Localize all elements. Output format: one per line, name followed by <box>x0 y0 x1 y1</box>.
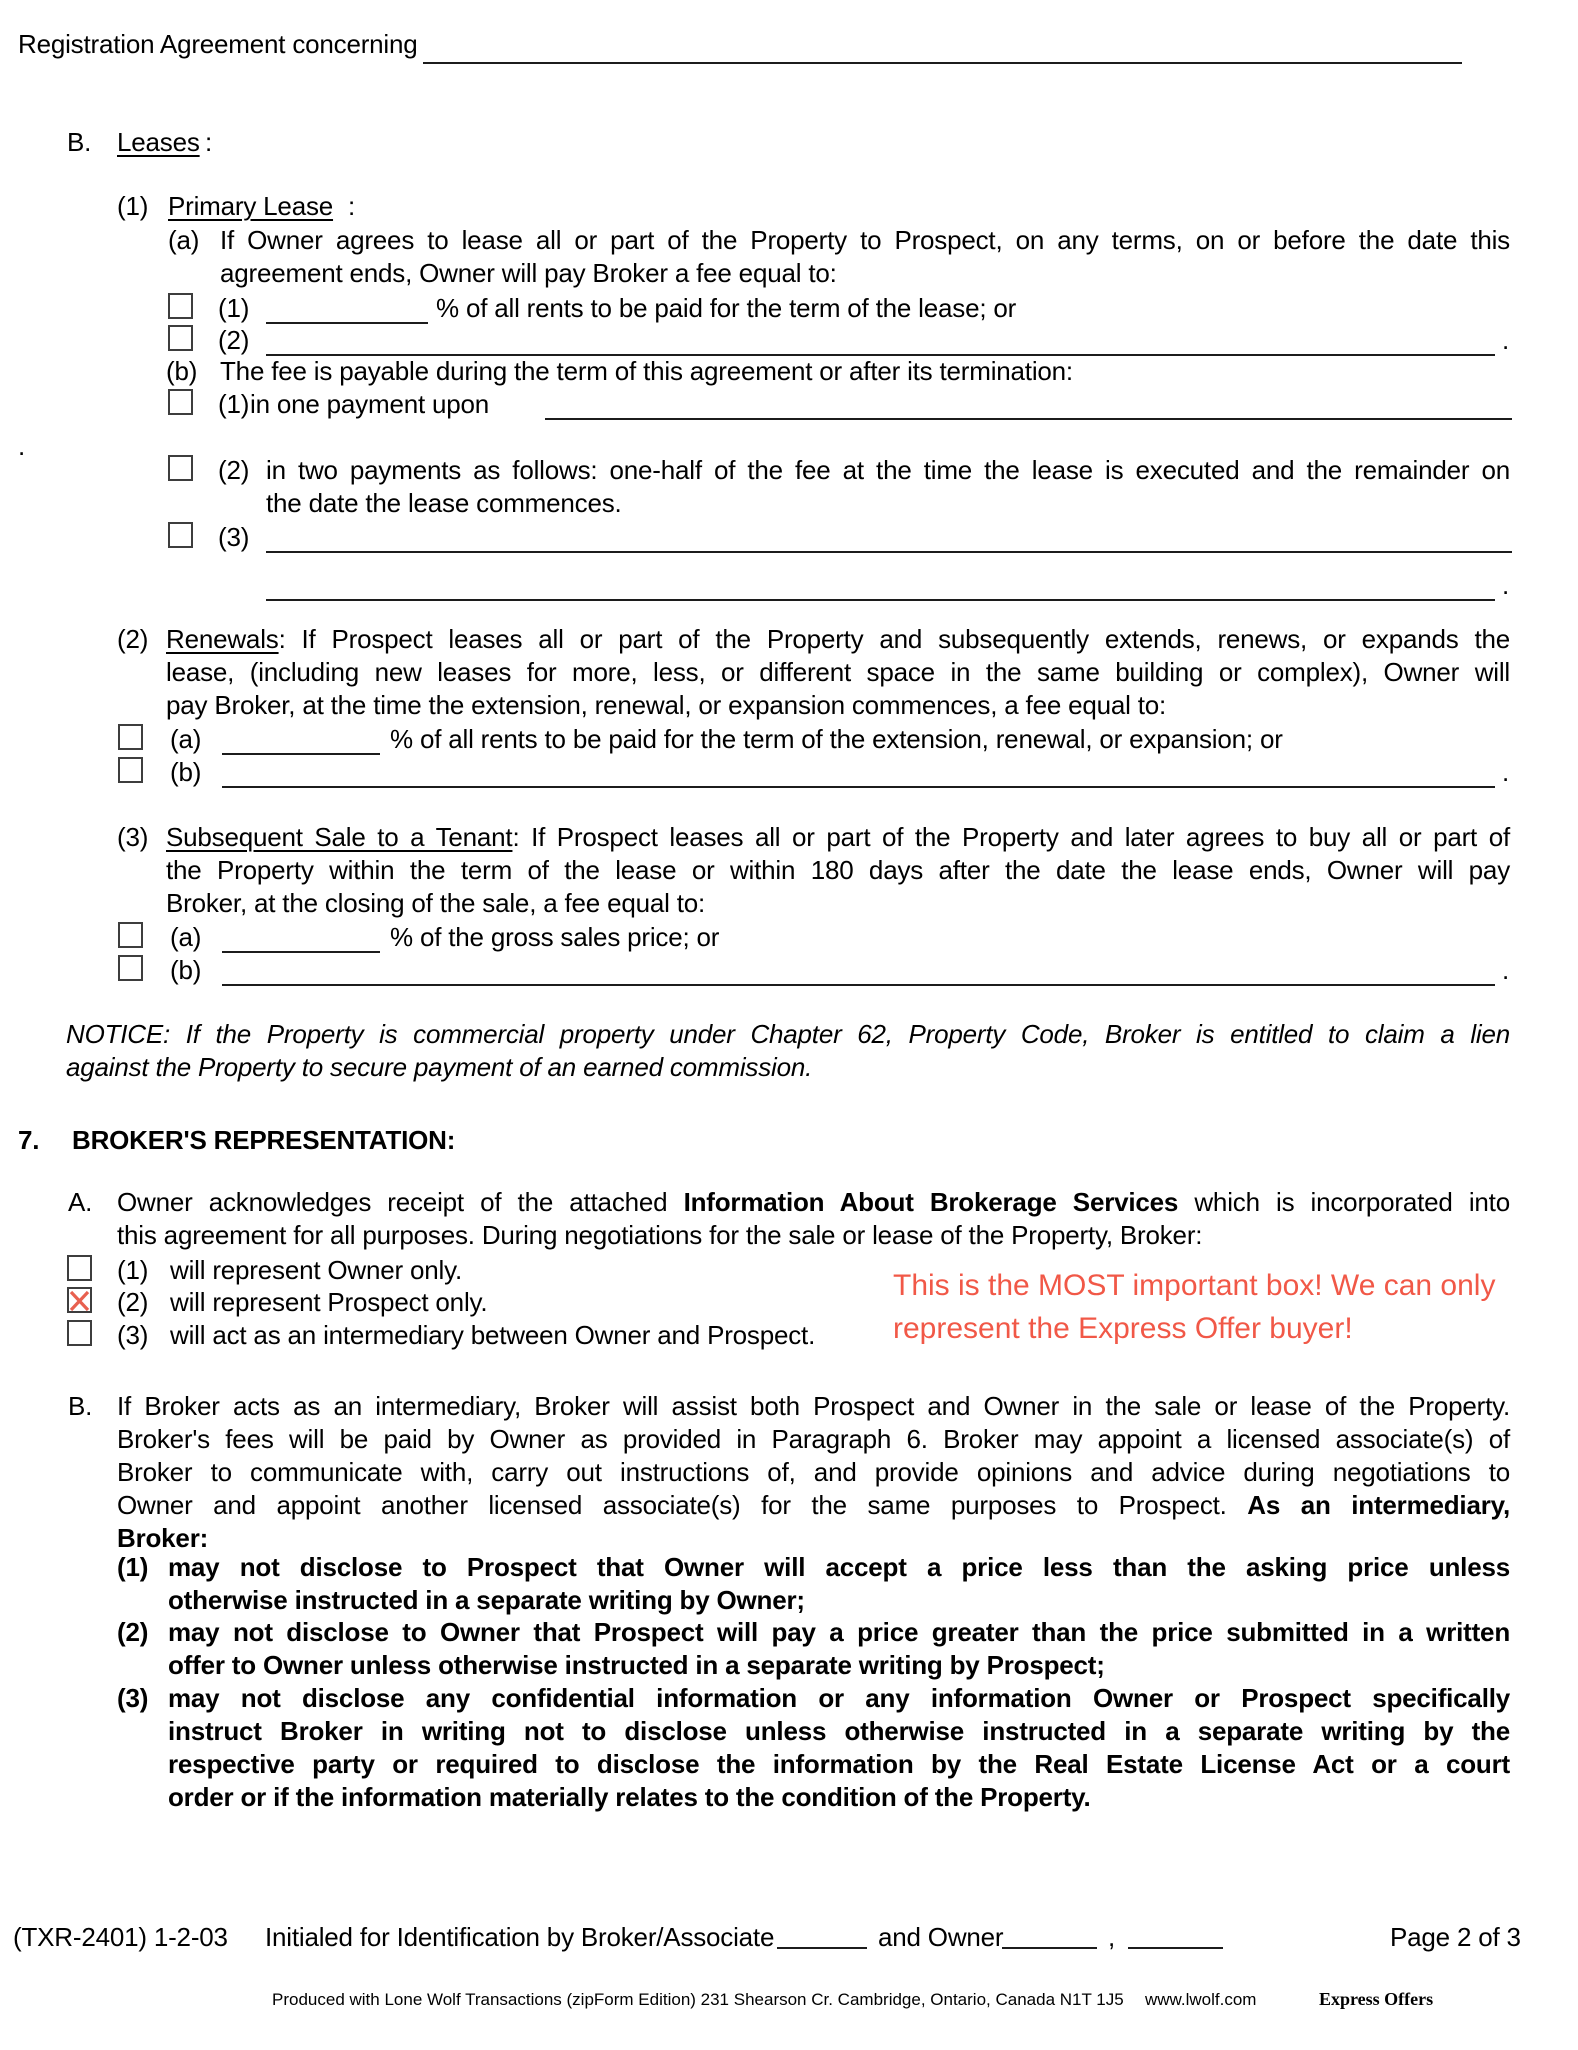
section7-a-line1-post: which is incorporated into <box>1194 1187 1510 1217</box>
renewals-opt-b-period: . <box>1502 757 1510 787</box>
annotation-note <box>893 1264 1495 1350</box>
footer-comma: , <box>1108 1922 1116 1952</box>
primary-a-line1: If Owner agrees to lease all or part of the Property to Prospect, on any terms, on or before the date this <box>220 225 1510 255</box>
primary-b-marker: (b) <box>166 356 198 386</box>
renewals-opt-a-text: % of all rents to be paid for the term of the extension, renewal, or expansion; or <box>390 724 1283 754</box>
primary-b-opt2-paragraph <box>266 454 1510 520</box>
leases-title: Leases <box>117 127 200 157</box>
section7-b-sub1-marker: (1) <box>117 1552 149 1582</box>
primary-a-opt2-period: . <box>1502 325 1510 355</box>
intermediary-marker: (3) <box>117 1320 149 1350</box>
represent-owner-text: will represent Owner only. <box>170 1255 462 1285</box>
subsale-marker: (3) <box>117 822 149 852</box>
primary-b-opt1-text: in one payment upon <box>250 389 490 419</box>
section7-a-line1-pre: Owner acknowledges receipt of the attached <box>117 1187 668 1217</box>
subsale-opt-a-marker: (a) <box>170 922 202 952</box>
section7-b-paragraph <box>117 1390 1510 1555</box>
primary-lease-title: Primary Lease <box>168 191 334 221</box>
represent-owner-marker: (1) <box>117 1255 149 1285</box>
primary-b-text: The fee is payable during the term of this agreement or after its termination: <box>220 356 1073 386</box>
checkbox-renewals-b[interactable] <box>118 757 143 783</box>
renewals-opt-b-marker: (b) <box>170 757 202 787</box>
section7-b-marker: B. <box>68 1391 93 1421</box>
annotation-line1: This is the MOST important box! We can only <box>893 1269 1496 1302</box>
checkbox-represent-prospect[interactable] <box>67 1287 92 1313</box>
renewals-a-percent-blank[interactable] <box>222 723 380 755</box>
primary-b-opt2-line2: the date the lease commences. <box>266 488 622 518</box>
primary-a-marker: (a) <box>168 225 200 255</box>
renewals-marker: (2) <box>117 624 149 654</box>
subsale-after-title: : If Prospect leases all or part of the Property and later agrees to buy all or part of <box>512 822 1510 852</box>
primary-b-opt3-period: . <box>1502 570 1510 600</box>
primary-b-opt3-marker: (3) <box>218 522 250 552</box>
broker-initials-blank[interactable] <box>777 1921 867 1949</box>
produced-with-line: Produced with Lone Wolf Transactions (zipForm Edition) 231 Shearson Cr. Cambridge, Ontario, Canada N1T 1J5 <box>272 1990 1124 2009</box>
primary-b-3-blank-line2[interactable] <box>266 569 1495 601</box>
leases-marker: B. <box>67 127 92 157</box>
renewals-b-fee-blank[interactable] <box>222 756 1495 788</box>
checkbox-primary-b-3[interactable] <box>168 522 193 548</box>
section7-b-sub2 <box>168 1616 1510 1682</box>
primary-a-opt1-text: % of all rents to be paid for the term of the lease; or <box>436 293 1017 323</box>
section7-b-line3: Broker to communicate with, carry out instructions of, and provide opinions and advice during negotiations to <box>117 1457 1510 1487</box>
stray-period: . <box>18 431 26 461</box>
owner-initials-blank-1[interactable] <box>1002 1921 1097 1949</box>
primary-b-opt2-line1: in two payments as follows: one-half of the fee at the time the lease is executed and the remainder on <box>266 455 1510 485</box>
represent-prospect-text: will represent Prospect only. <box>170 1287 488 1317</box>
section7-number: 7. <box>18 1125 40 1155</box>
checkbox-primary-a-1[interactable] <box>168 293 193 319</box>
renewals-after-title: : If Prospect leases all or part of the Property and subsequently extends, renews, or expands the <box>278 624 1510 654</box>
owner-initials-blank-2[interactable] <box>1128 1921 1223 1949</box>
primary-b-opt2-marker: (2) <box>218 455 250 485</box>
renewals-opt-a-marker: (a) <box>170 724 202 754</box>
section7-b-sub1-line2: otherwise instructed in a separate writing by Owner; <box>168 1585 805 1615</box>
primary-b-opt1-marker: (1) <box>218 389 250 419</box>
notice-line1: NOTICE: If the Property is commercial property under Chapter 62, Property Code, Broker is entitled to claim a lien <box>66 1019 1510 1049</box>
section7-b-sub1-line1: may not disclose to Prospect that Owner will accept a price less than the asking price unless <box>168 1552 1510 1582</box>
section7-b-line1: If Broker acts as an intermediary, Broker will assist both Prospect and Owner in the sale or lease of the Property. <box>117 1391 1510 1421</box>
section7-a-paragraph <box>117 1186 1510 1252</box>
renewals-title: Renewals <box>166 624 279 654</box>
subsale-opt-a-text: % of the gross sales price; or <box>390 922 720 952</box>
intermediary-text: will act as an intermediary between Owner and Prospect. <box>170 1320 816 1350</box>
checkbox-primary-b-1[interactable] <box>168 389 193 415</box>
primary-lease-marker: (1) <box>117 191 149 221</box>
section7-b-sub3-line2: instruct Broker in writing not to disclose unless otherwise instructed in a separate writing by the <box>168 1716 1510 1746</box>
section7-b-sub3-line3: respective party or required to disclose the information by the Real Estate License Act or a court <box>168 1749 1510 1779</box>
subsale-paragraph <box>166 821 1510 920</box>
primary-a-opt1-marker: (1) <box>218 293 250 323</box>
notice-line2: against the Property to secure payment of an earned commission. <box>66 1052 813 1082</box>
checkbox-renewals-a[interactable] <box>118 724 143 750</box>
section7-b-sub2-line1: may not disclose to Owner that Prospect will pay a price greater than the price submitted in a written <box>168 1617 1510 1647</box>
footer-initialed-label: Initialed for Identification by Broker/Associate <box>265 1922 775 1952</box>
section7-b-line5: Broker: <box>117 1523 209 1553</box>
subsale-line3: Broker, at the closing of the sale, a fee equal to: <box>166 888 706 918</box>
subsale-line1 <box>166 821 1510 854</box>
annotation-line2: represent the Express Offer buyer! <box>893 1312 1353 1345</box>
primary-b-1-upon-blank[interactable] <box>545 388 1512 420</box>
primary-a-line2: agreement ends, Owner will pay Broker a fee equal to: <box>220 258 837 288</box>
section7-a-line1 <box>117 1186 1510 1219</box>
checkbox-subsale-a[interactable] <box>118 922 143 948</box>
section7-a-line2: this agreement for all purposes. During negotiations for the sale or lease of the Property, Broker: <box>117 1220 1203 1250</box>
checkbox-intermediary[interactable] <box>67 1320 92 1346</box>
primary-a-2-fee-blank[interactable] <box>266 324 1495 356</box>
header-label: Registration Agreement concerning <box>18 29 418 59</box>
primary-b-3-blank-line1[interactable] <box>266 521 1512 553</box>
subsale-title: Subsequent Sale to a Tenant <box>166 822 513 852</box>
checkbox-subsale-b[interactable] <box>118 955 143 981</box>
section7-b-sub3-line1: may not disclose any confidential information or any information Owner or Prospect specifically <box>168 1683 1510 1713</box>
primary-a-paragraph <box>220 224 1510 290</box>
checkbox-primary-a-2[interactable] <box>168 325 193 351</box>
section7-title: BROKER'S REPRESENTATION: <box>72 1125 456 1155</box>
section7-b-line2: Broker's fees will be paid by Owner as provided in Paragraph 6. Broker may appoint a licensed associate(s) of <box>117 1424 1510 1454</box>
subsale-opt-b-marker: (b) <box>170 955 202 985</box>
section7-b-sub2-marker: (2) <box>117 1617 149 1647</box>
renewals-line2: lease, (including new leases for more, less, or different space in the same building or complex), Owner will <box>166 657 1510 687</box>
section7-b-sub2-line2: offer to Owner unless otherwise instructed in a separate writing by Prospect; <box>168 1650 1105 1680</box>
subsale-line2: the Property within the term of the lease or within 180 days after the date the lease ends, Owner will pay <box>166 855 1510 885</box>
footer-form-code: (TXR-2401) 1-2-03 <box>13 1922 228 1952</box>
section7-a-line1-bold: Information About Brokerage Services <box>683 1187 1179 1217</box>
section7-b-sub3-line4: order or if the information materially relates to the condition of the Property. <box>168 1782 1091 1812</box>
footer-page-number: Page 2 of 3 <box>1390 1922 1521 1952</box>
primary-a-opt2-marker: (2) <box>218 325 250 355</box>
leases-colon: : <box>205 127 213 157</box>
renewals-line1 <box>166 623 1510 656</box>
section7-b-line4 <box>117 1489 1510 1522</box>
section7-a-marker: A. <box>68 1187 93 1217</box>
notice-paragraph <box>66 1018 1510 1084</box>
lwolf-link[interactable]: www.lwolf.com <box>1145 1990 1257 2009</box>
section7-b-sub1 <box>168 1551 1510 1617</box>
subsale-opt-b-period: . <box>1502 955 1510 985</box>
section7-b-sub3 <box>168 1682 1510 1814</box>
subsale-a-percent-blank[interactable] <box>222 921 380 953</box>
checkbox-represent-owner[interactable] <box>67 1255 92 1281</box>
subsale-b-fee-blank[interactable] <box>222 954 1495 986</box>
footer-and-owner-label: and Owner <box>878 1922 1004 1952</box>
section7-b-sub3-marker: (3) <box>117 1683 149 1713</box>
checkbox-primary-b-2[interactable] <box>168 455 193 481</box>
express-offers-brand: Express Offers <box>1319 1989 1434 2009</box>
section7-b-line4-pre: Owner and appoint another licensed associate(s) for the same purposes to Prospect. <box>117 1490 1227 1520</box>
renewals-paragraph <box>166 623 1510 722</box>
red-x-mark-icon <box>69 1290 90 1312</box>
primary-a-1-percent-blank[interactable] <box>266 292 428 324</box>
primary-lease-colon: : <box>348 191 356 221</box>
renewals-line3: pay Broker, at the time the extension, renewal, or expansion commences, a fee equal to: <box>166 690 1167 720</box>
section7-b-line4-bold: As an intermediary, <box>1247 1490 1510 1520</box>
represent-prospect-marker: (2) <box>117 1287 149 1317</box>
property-description-blank[interactable] <box>423 32 1462 64</box>
